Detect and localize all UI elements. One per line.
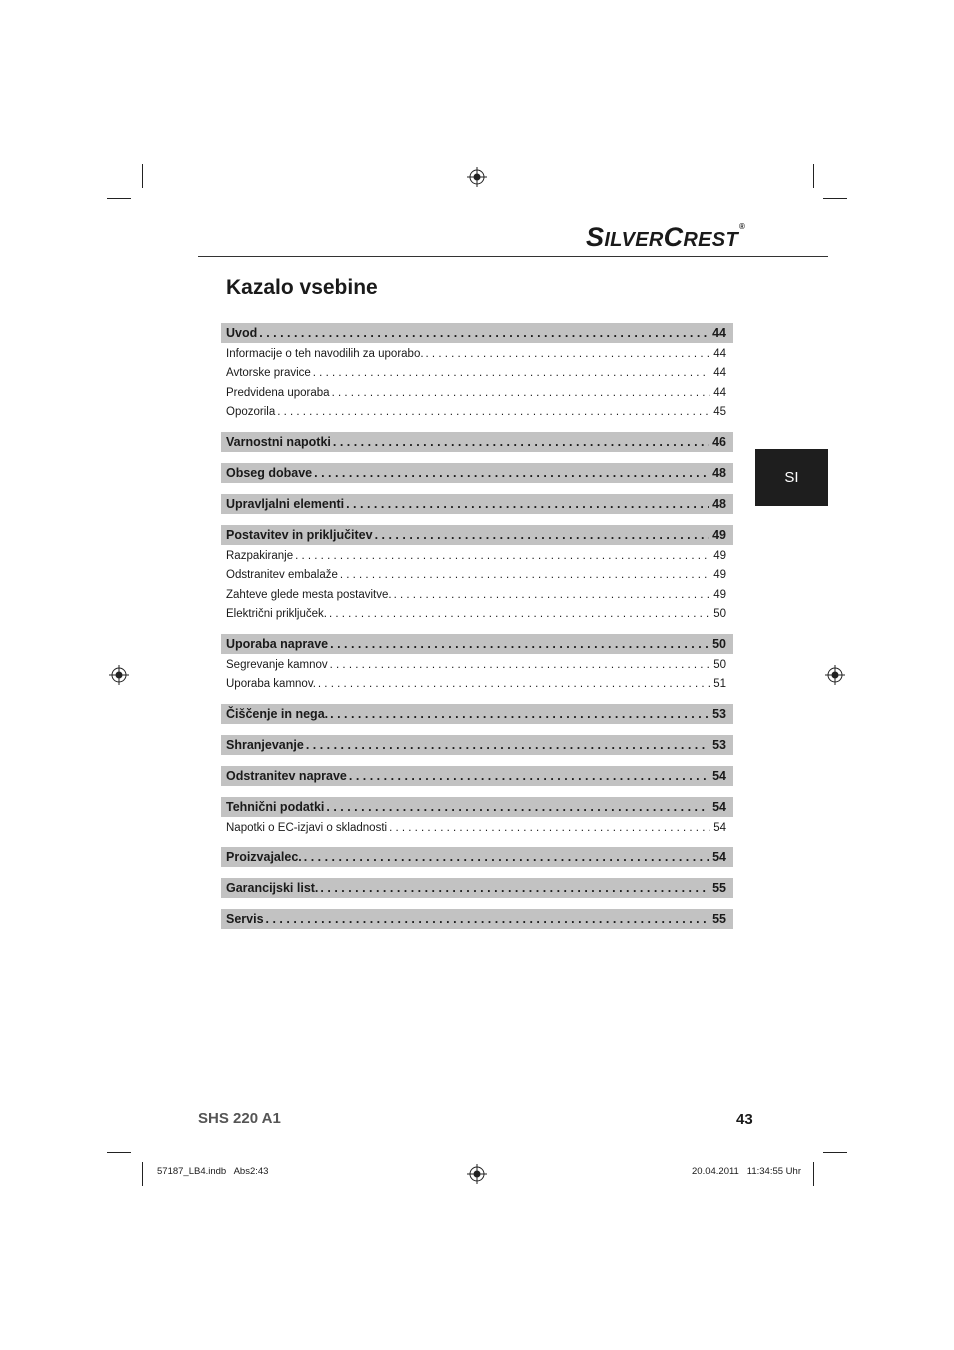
toc-entry-label: Odstranitev naprave: [226, 769, 347, 783]
toc-section-row[interactable]: [221, 463, 733, 483]
toc-entry-label: Upravljalni elementi: [226, 497, 345, 511]
print-slug-date: 20.04.2011 11:34:55 Uhr: [692, 1166, 801, 1177]
toc-entry-page: 49: [713, 550, 726, 562]
toc-entry-page: 48: [712, 466, 726, 480]
toc-section-row[interactable]: [221, 432, 733, 452]
crop-mark-br-v: [813, 1162, 814, 1186]
toc-entry-page: 44: [712, 326, 726, 340]
brand-logo: SILVERCREST®: [586, 222, 746, 252]
toc-entry-page: 54: [713, 822, 726, 834]
toc-dot-leader: [306, 735, 709, 755]
toc-entry-page: 49: [713, 569, 726, 581]
toc-dot-leader: [349, 766, 709, 786]
toc-dot-leader: [394, 586, 711, 605]
toc-section-row[interactable]: [221, 847, 733, 867]
toc-dot-leader: [330, 634, 709, 654]
toc-dot-leader: [313, 364, 710, 383]
toc-section-row[interactable]: [221, 766, 733, 786]
toc-entry-label: Napotki o EC-izjavi o skladnosti: [226, 822, 388, 834]
toc-subsection-row[interactable]: [221, 675, 733, 694]
toc-entry-label: Opozorila: [226, 406, 276, 418]
toc-subsection-row[interactable]: [221, 364, 733, 383]
toc-entry-page: 49: [713, 589, 726, 601]
toc-section-row[interactable]: [221, 634, 733, 654]
toc-dot-leader: [326, 797, 709, 817]
registration-mark-icon: [109, 665, 129, 685]
toc-subsection-row[interactable]: [221, 566, 733, 585]
toc-dot-leader: [389, 819, 710, 838]
toc-dot-leader: [330, 656, 711, 675]
header-rule: [198, 256, 828, 257]
toc-dot-leader: [277, 403, 710, 422]
toc-entry-label: Avtorske pravice: [226, 367, 311, 379]
toc-subsection-row[interactable]: [221, 384, 733, 403]
toc-entry-page: 55: [712, 912, 726, 926]
toc-dot-leader: [266, 909, 710, 929]
toc-dot-leader: [318, 675, 710, 694]
crop-mark-tr-v: [813, 164, 814, 188]
toc-section-row[interactable]: [221, 909, 733, 929]
toc-subsection-row[interactable]: [221, 403, 733, 422]
toc-entry-label: Uporaba naprave: [226, 637, 329, 651]
print-slug-file: 57187_LB4.indb Abs2:43: [157, 1166, 269, 1177]
toc-dot-leader: [375, 525, 710, 545]
registration-mark-icon: [467, 167, 487, 187]
toc-entry-label: Servis: [226, 912, 264, 926]
toc-section-row[interactable]: [221, 735, 733, 755]
toc-section-row[interactable]: [221, 323, 733, 343]
language-tab: SI: [755, 449, 828, 506]
toc-entry-page: 50: [712, 637, 726, 651]
toc-entry-page: 44: [713, 367, 726, 379]
model-number: SHS 220 A1: [198, 1110, 281, 1127]
crop-mark-tr-h: [823, 198, 847, 199]
toc-entry-page: 44: [713, 348, 726, 360]
toc-entry-label: Odstranitev embalaže: [226, 569, 338, 581]
toc-dot-leader: [330, 704, 709, 724]
toc-dot-leader: [346, 494, 709, 514]
toc-entry-page: 54: [712, 850, 726, 864]
toc-entry-page: 49: [712, 528, 726, 542]
toc-dot-leader: [329, 605, 710, 624]
toc-entry-label: Garancijski list.: [226, 881, 319, 895]
toc-entry-label: Električni priključek.: [226, 608, 327, 620]
toc-entry-label: Uporaba kamnov.: [226, 678, 316, 690]
toc-dot-leader: [426, 345, 711, 364]
toc-section-row[interactable]: [221, 878, 733, 898]
toc-entry-page: 53: [712, 707, 726, 721]
toc-section-row[interactable]: [221, 797, 733, 817]
toc-dot-leader: [332, 384, 711, 403]
crop-mark-br-h: [823, 1152, 847, 1153]
toc-entry-label: Segrevanje kamnov: [226, 659, 328, 671]
registration-mark-icon: [467, 1164, 487, 1184]
toc-section-row[interactable]: [221, 704, 733, 724]
toc-entry-label: Varnostni napotki: [226, 435, 331, 449]
crop-mark-tl-h: [107, 198, 131, 199]
toc-entry-label: Informacije o teh navodilih za uporabo.: [226, 348, 424, 360]
toc-entry-page: 55: [712, 881, 726, 895]
toc-subsection-row[interactable]: [221, 345, 733, 364]
toc-entry-page: 46: [712, 435, 726, 449]
toc-entry-page: 44: [713, 387, 726, 399]
toc-subsection-row[interactable]: [221, 605, 733, 624]
toc-entry-label: Shranjevanje: [226, 738, 304, 752]
toc-dot-leader: [304, 847, 709, 867]
toc-section-row[interactable]: [221, 494, 733, 514]
toc-dot-leader: [320, 878, 709, 898]
toc-dot-leader: [295, 547, 710, 566]
toc-entry-label: Postavitev in priključitev: [226, 528, 373, 542]
crop-mark-tl-v: [142, 164, 143, 188]
toc-entry-label: Uvod: [226, 326, 258, 340]
toc-entry-page: 54: [712, 800, 726, 814]
toc-dot-leader: [259, 323, 709, 343]
toc-dot-leader: [333, 432, 709, 452]
toc-entry-page: 50: [713, 659, 726, 671]
toc-subsection-row[interactable]: [221, 547, 733, 566]
page-title: Kazalo vsebine: [226, 276, 378, 299]
toc-dot-leader: [340, 566, 710, 585]
toc-entry-page: 48: [712, 497, 726, 511]
crop-mark-bl-v: [142, 1162, 143, 1186]
toc-entry-page: 50: [713, 608, 726, 620]
page-number: 43: [736, 1111, 753, 1128]
toc-entry-label: Čiščenje in nega.: [226, 707, 329, 721]
toc-subsection-row[interactable]: [221, 586, 733, 605]
crop-mark-bl-h: [107, 1152, 131, 1153]
toc-entry-page: 54: [712, 769, 726, 783]
toc-entry-label: Proizvajalec.: [226, 850, 302, 864]
toc-entry-page: 45: [713, 406, 726, 418]
toc-entry-label: Zahteve glede mesta postavitve.: [226, 589, 392, 601]
toc-entry-label: Predvidena uporaba: [226, 387, 330, 399]
toc-entry-page: 51: [713, 678, 726, 690]
toc-dot-leader: [314, 463, 709, 483]
toc-entry-label: Razpakiranje: [226, 550, 294, 562]
toc-subsection-row[interactable]: [221, 656, 733, 675]
toc-entry-label: Tehnični podatki: [226, 800, 325, 814]
toc-entry-page: 53: [712, 738, 726, 752]
toc-entry-label: Obseg dobave: [226, 466, 313, 480]
registration-mark-icon: [825, 665, 845, 685]
toc-subsection-row[interactable]: [221, 819, 733, 838]
toc-section-row[interactable]: [221, 525, 733, 545]
